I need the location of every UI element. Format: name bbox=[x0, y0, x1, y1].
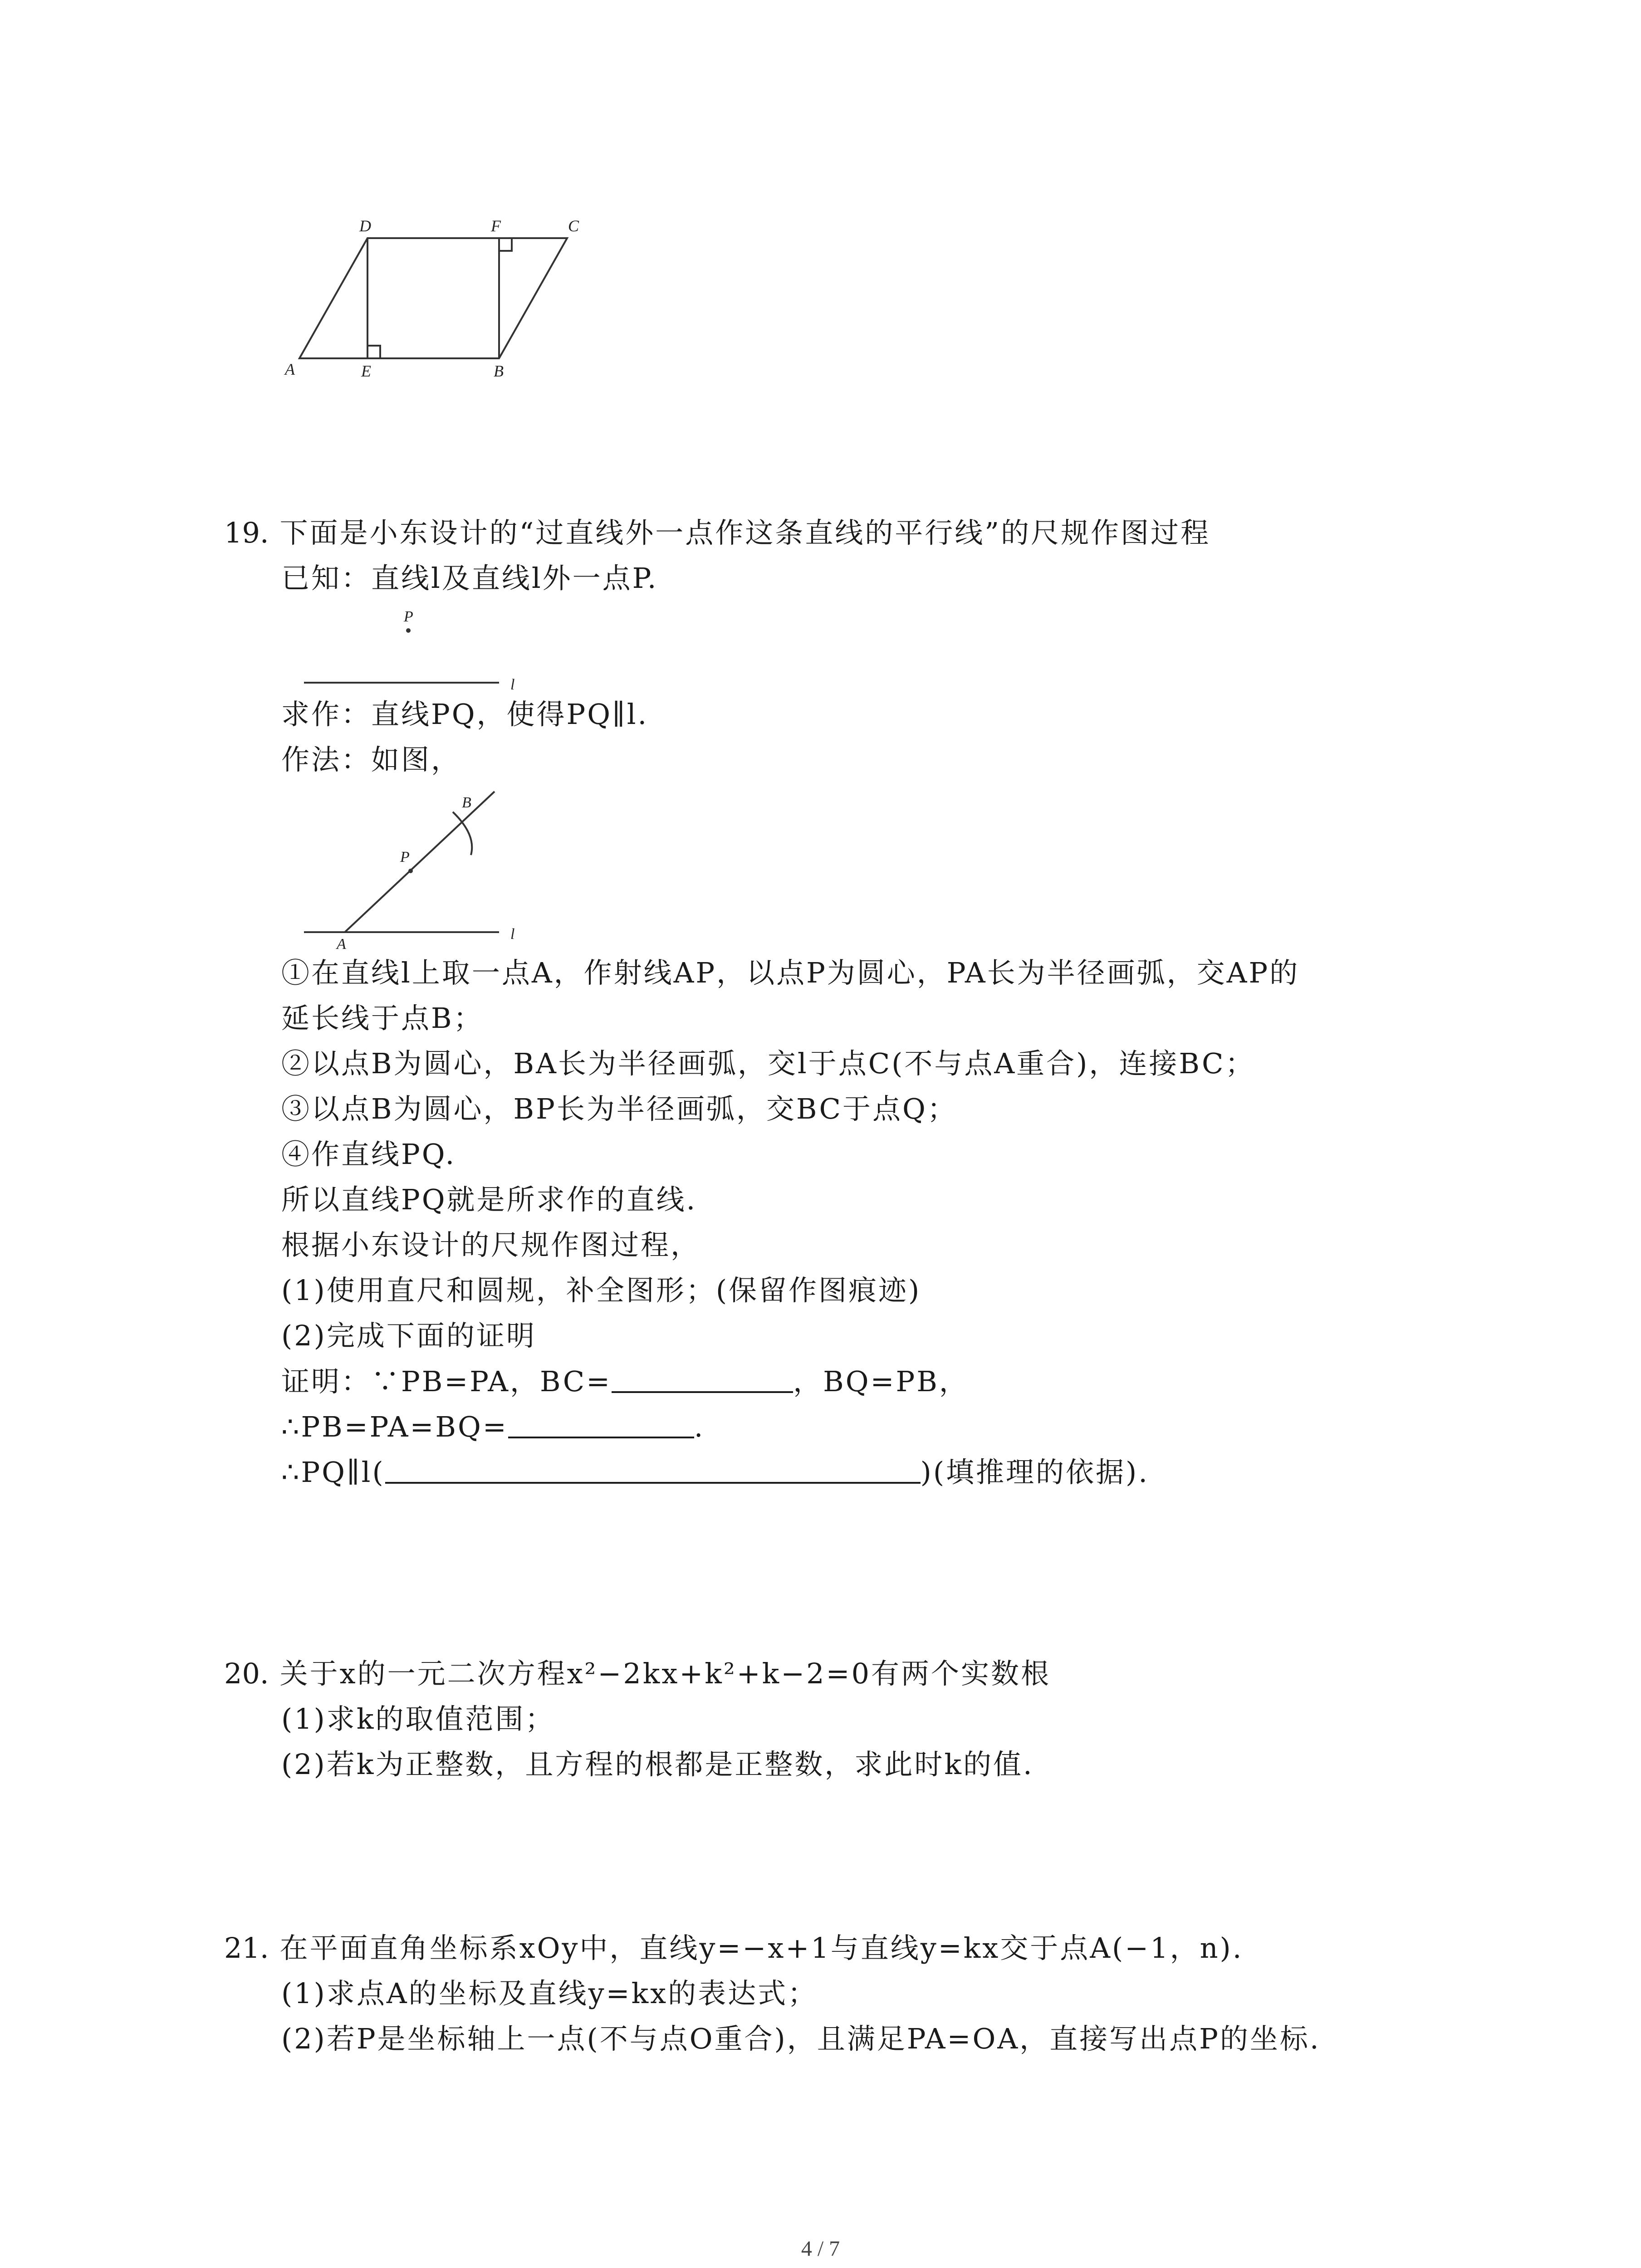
label-b: B bbox=[462, 794, 471, 811]
q19-part1: (1)使用直尺和圆规，补全图形；(保留作图痕迹) bbox=[281, 1274, 921, 1307]
right-angle-mark-e bbox=[367, 346, 380, 358]
label-p: P bbox=[404, 608, 413, 625]
q19-step3: ③以点B为圆心，BP长为半径画弧，交BC于点Q； bbox=[281, 1092, 957, 1125]
q19-step1a: ①在直线l上取一点A，作射线AP，以点P为圆心，PA长为半径画弧，交AP的 bbox=[281, 956, 1300, 989]
parallelogram-figure bbox=[254, 200, 662, 399]
label-e: E bbox=[361, 362, 371, 380]
q20-part1: (1)求k的取值范围； bbox=[281, 1702, 555, 1735]
q19-find: 求作：直线PQ，使得PQ∥l. bbox=[281, 698, 649, 731]
question-text: 下面是小东设计的“过直线外一点作这条直线的平行线”的尺规作图过程 bbox=[279, 516, 1211, 549]
q19-part2: (2)完成下面的证明 bbox=[281, 1319, 536, 1352]
arc-at-b bbox=[453, 812, 472, 855]
q19-proof-line2 bbox=[281, 1408, 705, 1445]
proof3-text-b: )(填推理的依据). bbox=[920, 1456, 1149, 1489]
question-20-title bbox=[224, 1656, 1051, 1692]
proof3-text-a: ∴PQ∥l( bbox=[281, 1456, 385, 1489]
q21-part2: (2)若P是坐标轴上一点(不与点O重合)，且满足PA=OA，直接写出点P的坐标. bbox=[281, 2022, 1321, 2055]
point-p-dot bbox=[406, 628, 411, 633]
label-a: A bbox=[285, 360, 295, 378]
question-19-title bbox=[224, 515, 1210, 551]
page-number: 4 / 7 bbox=[801, 2237, 840, 2261]
label-d: D bbox=[359, 217, 371, 235]
q19-step4: ④作直线PQ. bbox=[281, 1138, 456, 1171]
label-f: F bbox=[491, 217, 501, 235]
ray-ap bbox=[345, 792, 495, 932]
proof1-text-a: 证明：∵PB=PA，BC= bbox=[281, 1365, 612, 1398]
q19-method: 作法：如图， bbox=[281, 743, 461, 776]
q21-part1: (1)求点A的坐标及直线y=kx的表达式； bbox=[281, 1977, 818, 2010]
label-b: B bbox=[494, 362, 504, 380]
proof2-text-a: ∴PB=PA=BQ= bbox=[281, 1410, 508, 1443]
right-angle-mark-f bbox=[499, 238, 512, 251]
label-p: P bbox=[400, 849, 410, 865]
q19-according: 根据小东设计的尺规作图过程， bbox=[281, 1228, 701, 1261]
question-number: 21. bbox=[224, 1931, 269, 1965]
q19-given: 已知：直线l及直线l外一点P. bbox=[281, 562, 658, 595]
answer-blank-bq[interactable] bbox=[508, 1408, 694, 1438]
q19-proof-line1 bbox=[281, 1363, 969, 1400]
given-line-point-figure bbox=[281, 599, 554, 694]
q19-proof-line3 bbox=[281, 1454, 1149, 1491]
q19-step2: ②以点B为圆心，BA长为半径画弧，交l于点C(不与点A重合)，连接BC； bbox=[281, 1047, 1255, 1080]
question-text: 关于x的一元二次方程x²−2kx+k²+k−2=0有两个实数根 bbox=[279, 1657, 1051, 1690]
q20-part2: (2)若k为正整数，且方程的根都是正整数，求此时k的值. bbox=[281, 1748, 1034, 1781]
label-l: l bbox=[510, 926, 515, 943]
q19-step1b: 延长线于点B； bbox=[281, 1002, 484, 1035]
answer-blank-bc[interactable] bbox=[612, 1363, 793, 1393]
question-number: 19. bbox=[224, 516, 269, 549]
parallelogram-abcd bbox=[299, 238, 567, 358]
question-number: 20. bbox=[224, 1657, 269, 1690]
proof2-text-b: . bbox=[694, 1410, 705, 1443]
question-21-title bbox=[224, 1930, 1243, 1966]
question-text: 在平面直角坐标系xOy中，直线y=−x+1与直线y=kx交于点A(−1，n). bbox=[279, 1931, 1244, 1965]
point-p-dot bbox=[408, 869, 413, 873]
label-l: l bbox=[510, 676, 515, 693]
construction-figure bbox=[281, 789, 554, 953]
label-c: C bbox=[568, 217, 579, 235]
proof1-text-b: ，BQ=PB， bbox=[793, 1365, 969, 1398]
q19-conclusion: 所以直线PQ就是所求作的直线. bbox=[281, 1183, 697, 1216]
answer-blank-reason[interactable] bbox=[385, 1454, 921, 1484]
label-a: A bbox=[337, 936, 346, 953]
